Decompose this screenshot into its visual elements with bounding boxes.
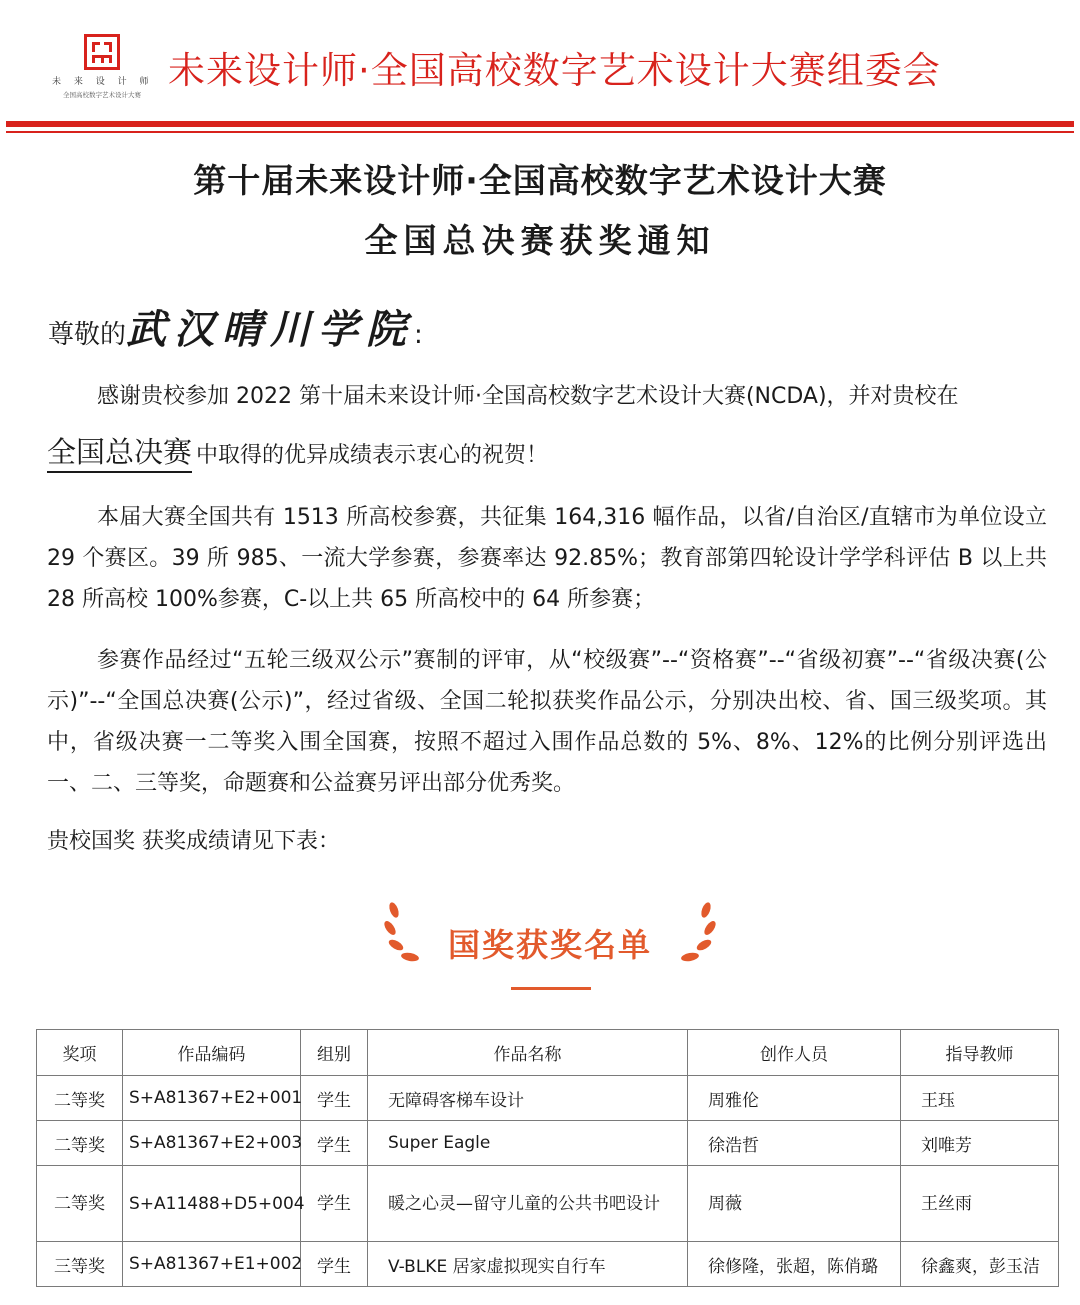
paragraph-process: 参赛作品经过“五轮三级双公示”赛制的评审，从“校级赛”--“资格赛”--“省级初赛”--“省级决赛(公示)”--“全国总决赛(公示)”，经过省级、全国二轮拟获奖作品公示，分别决出校、省、国三级奖项。其中，省级决赛一二等奖入围全国赛，按照不超过入围作品总数的 5%、8%、12%的比例分别评选出一、二、三等奖，命题赛和公益赛另评出部分优秀奖。 xyxy=(47,648,1047,796)
cell-code: S+A11488+D5+004 xyxy=(123,1166,301,1242)
paragraph-thanks: 感谢贵校参加 2022 第十届未来设计师·全国高校数字艺术设计大赛(NCDA)，并对贵校在 xyxy=(97,384,959,409)
laurel-right-icon xyxy=(674,900,720,970)
cell-code: S+A81367+E2+003 xyxy=(123,1121,301,1166)
banner-underline xyxy=(511,987,591,990)
award-table xyxy=(36,1029,1059,1287)
header-creators: 创作人员 xyxy=(688,1030,901,1076)
salutation-prefix: 尊敬的 xyxy=(48,320,127,350)
header-code: 作品编码 xyxy=(123,1030,301,1076)
paragraph-table-intro: 贵校国奖 获奖成绩请见下表： xyxy=(47,829,340,854)
cell-advisors: 刘唯芳 xyxy=(901,1121,1059,1166)
logo-mark-icon xyxy=(84,34,120,70)
cell-creators: 周薇 xyxy=(688,1166,901,1242)
table-row xyxy=(37,1121,1059,1166)
cell-group: 学生 xyxy=(301,1121,368,1166)
org-name: 未来设计师·全国高校数字艺术设计大赛组委会 xyxy=(168,49,941,92)
document-subtitle: 全国总决赛获奖通知 xyxy=(364,221,716,260)
document-title: 第十届未来设计师·全国高校数字艺术设计大赛 xyxy=(193,161,887,200)
salutation xyxy=(48,298,423,355)
cell-creators: 徐浩哲 xyxy=(688,1121,901,1166)
paragraph-thanks-cont xyxy=(47,430,548,471)
cell-group: 学生 xyxy=(301,1242,368,1287)
award-banner xyxy=(380,900,720,970)
table-header-row xyxy=(37,1030,1059,1076)
highlight-final: 全国总决赛 xyxy=(47,435,192,473)
cell-creators: 周雅伦 xyxy=(688,1076,901,1121)
cell-code: S+A81367+E2+001 xyxy=(123,1076,301,1121)
logo-text: 未 来 设 计 师 xyxy=(52,77,154,87)
header-advisors: 指导教师 xyxy=(901,1030,1059,1076)
salutation-colon: : xyxy=(414,320,423,350)
paragraph-stats: 本届大赛全国共有 1513 所高校参赛，共征集 164,316 幅作品，以省/自治区/直辖市为单位设立 29 个赛区。39 所 985、一流大学参赛，参赛率达 92.85%；教育部第四轮设计学学科评估 B 以上共 28 所高校 100%参赛，C-以上共 65 所高校中的 64 所参赛； xyxy=(47,505,1047,612)
cell-award: 二等奖 xyxy=(37,1121,123,1166)
letterhead xyxy=(0,0,1080,136)
logo-subtext: 全国高校数字艺术设计大赛 xyxy=(63,91,141,99)
cell-award: 二等奖 xyxy=(37,1076,123,1121)
table-row xyxy=(37,1076,1059,1121)
table-row xyxy=(37,1242,1059,1287)
cell-code: S+A81367+E1+002 xyxy=(123,1242,301,1287)
school-name: 武汉晴川学院 xyxy=(126,306,415,353)
award-list-title: 国奖获奖名单 xyxy=(447,926,652,964)
header-divider-thin xyxy=(6,131,1074,133)
ncda-logo xyxy=(52,34,152,106)
cell-work-title: 无障碍客梯车设计 xyxy=(368,1076,688,1121)
paragraph-thanks-rest: 中取得的优异成绩表示衷心的祝贺！ xyxy=(196,443,549,468)
cell-work-title: 暖之心灵—留守儿童的公共书吧设计 xyxy=(368,1166,688,1242)
header-group: 组别 xyxy=(301,1030,368,1076)
cell-group: 学生 xyxy=(301,1166,368,1242)
cell-advisors: 王珏 xyxy=(901,1076,1059,1121)
table-row xyxy=(37,1166,1059,1242)
cell-work-title: V-BLKE 居家虚拟现实自行车 xyxy=(368,1242,688,1287)
cell-work-title: Super Eagle xyxy=(368,1121,688,1166)
cell-group: 学生 xyxy=(301,1076,368,1121)
cell-advisors: 王丝雨 xyxy=(901,1166,1059,1242)
header-work-title: 作品名称 xyxy=(368,1030,688,1076)
cell-advisors: 徐鑫爽，彭玉洁 xyxy=(901,1242,1059,1287)
header-divider xyxy=(6,121,1074,127)
header-award: 奖项 xyxy=(37,1030,123,1076)
cell-award: 二等奖 xyxy=(37,1166,123,1242)
cell-creators: 徐修隆，张超，陈俏璐 xyxy=(688,1242,901,1287)
cell-award: 三等奖 xyxy=(37,1242,123,1287)
